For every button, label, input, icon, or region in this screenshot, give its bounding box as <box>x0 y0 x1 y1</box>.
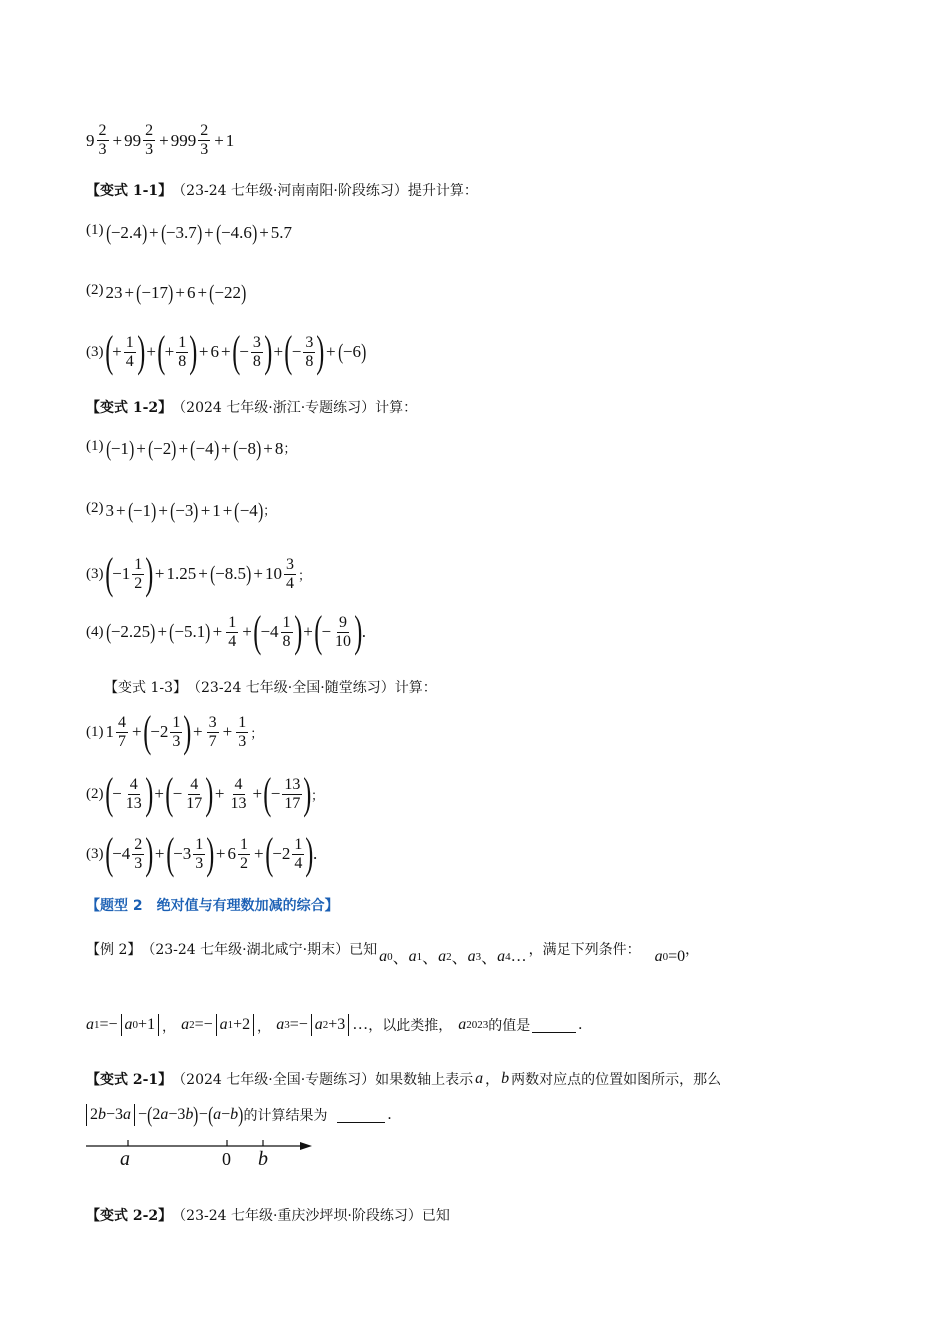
example-2-line-1: 【例 2】 （23-24 七年级·湖北咸宁·期末）已知 a 0 、 a 1 、 a 2 、 a 3 、 a 4 … ，满足下列条件： a 0 =0 ， <box>86 941 700 967</box>
variant-2-1-expression: 2 b −3 a − ( 2 a −3 b ) − ( a − b ) 的计算结果为 . <box>86 1104 391 1126</box>
expr-line-0: 9 2 3 + 99 2 3 + 999 2 3 + 1 <box>86 122 235 158</box>
v11-item-3: (3) ( + 1 4 ) + ( + 1 8 ) + 6 + ( − 3 8 ) + ( − 3 8 ) + ( −6 ) <box>86 327 367 376</box>
v11-item-1: (1) ( −2.4 ) + ( −3.7 ) + ( −4.6 ) + 5.7 <box>86 220 293 245</box>
variant-1-3-heading: 【变式 1-3】 （23-24 七年级·全国·随堂练习）计算： <box>104 680 437 696</box>
label-a: a <box>120 1148 130 1170</box>
v13-item-1: (1) 1 4 7 + ( −2 1 3 ) + $\frac{3}{7}$ + $\frac{1}{3}$ ； <box>86 707 264 756</box>
number-line-figure <box>86 1132 326 1182</box>
v12-item-1: (1) ( −1 ) + ( −2 ) + ( −4 ) + ( −8 ) + 8 ； <box>86 436 297 461</box>
v13-item-3: (3) ( −4 2 3 ) + ( −3 1 3 ) + 6 $\frac{1}{2}$ + ( −2 1 4 ) . <box>86 829 318 878</box>
v12-item-3: (3) ( −1 1 2 ) + 1.25 + ( −8.5 ) + 10 $\frac{3}{4}$ ； <box>86 549 311 598</box>
v13-item-2: (2) ( − 4 13 ) + ( − 4 17 ) + $\frac{4}{13}$ + ( − 13 17 ) ； <box>86 769 325 818</box>
v11-item-2: (2) 23 + ( −17 ) + 6 + ( −22 ) <box>86 280 247 305</box>
variant-1-1-heading: 【变式 1-1】 （23-24 七年级·河南南阳·阶段练习）提升计算： <box>86 183 478 199</box>
variant-2-2-heading: 【变式 2-2】 （23-24 七年级·重庆沙坪坝·阶段练习）已知 <box>86 1208 450 1224</box>
v12-item-2: (2) 3 + ( −1 ) + ( −3 ) + 1 + ( −4 ) ； <box>86 498 277 523</box>
label-b: b <box>258 1148 268 1170</box>
example-2-line-2: a 1 =− a 0 +1 ， a 2 =− a 1 +2 ， a 3 =− a 2 +3 … ，以此类推， a 2023 的值是 . <box>86 1016 583 1034</box>
v12-item-4: (4) ( −2.25 ) + ( −5.1 ) + $\frac{1}{4}$ + ( −4 1 8 ) + ( − 9 10 ) . <box>86 607 366 656</box>
variant-2-1-heading: 【变式 2-1】 （2024 七年级·全国·专题练习）如果数轴上表示 a ， b 两数对应点的位置如图所示，那么 <box>86 1070 722 1088</box>
variant-1-2-heading: 【变式 1-2】 （2024 七年级·浙江·专题练习）计算： <box>86 400 418 416</box>
label-zero: 0 <box>222 1149 231 1169</box>
section-2-title: 【题型 2 绝对值与有理数加减的综合】 <box>86 898 339 914</box>
number-line-arrow <box>300 1142 312 1150</box>
